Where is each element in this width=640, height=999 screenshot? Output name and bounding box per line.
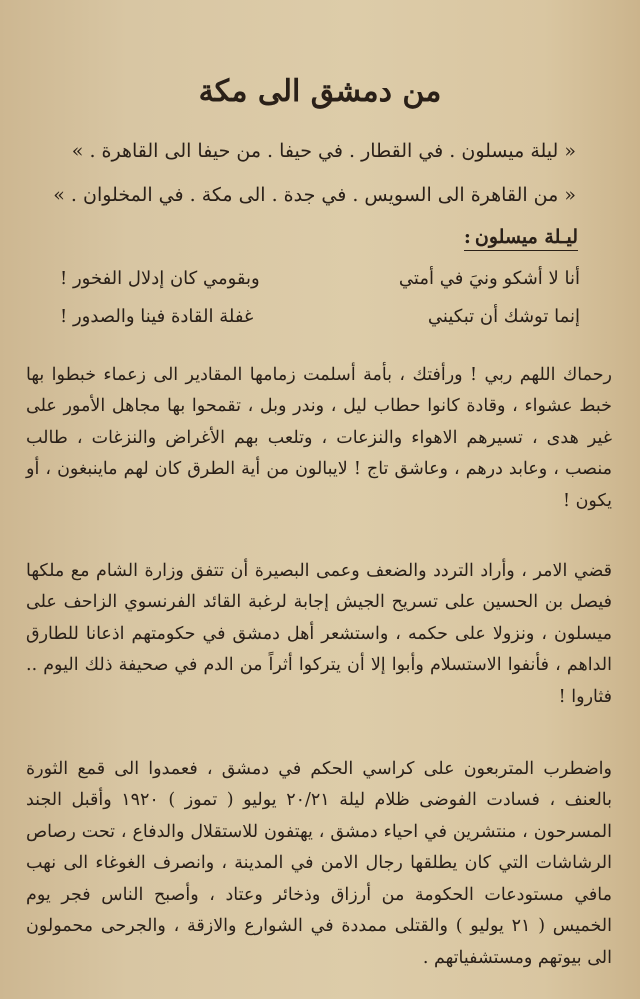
verse-second-hemistich: غفلة القادة فينا والصدور ! [60, 306, 254, 327]
verse-second-hemistich: وبقومي كان إدلال الفخور ! [60, 268, 260, 289]
page-title: من دمشق الى مكة [198, 74, 442, 109]
body-paragraph: واضطرب المتربعون على كراسي الحكم في دمشق ، فعمدوا الى قمع الثورة بالعنف ، فسادت الفوضى ظلام ليلة ٢٠/٢١ يوليو ( تموز ) ١٩٢٠ وأقبل الجند المسرحون ، منتشرين في احياء دمشق ، يهتفون للاستقلال والدفاع ، تحت رصاص الرشاشات التي كان يطلقها رجال الامن في المدينة ، وانصرف الغوغاء الى نهب مافي مستودعات الحكومة من أرزاق وذخائر وعتاد ، وأصبح الناس فجر يوم الخميس ( ٢١ يوليو ) والقتلى ممددة في الشوارع والازقة ، والجرحى محمولون الى بيوتهم ومستشفياتهم . [26, 758, 613, 968]
verse-first-hemistich: إنما توشك أن تبكيني [427, 306, 580, 327]
chapter-summary-line: « من القاهرة الى السويس . في جدة . الى مكة . في المخلوان . » [53, 184, 576, 206]
poem-verse [60, 268, 580, 289]
verse-first-hemistich: أنا لا أشكو ونيَ في أمتي [398, 268, 580, 289]
section-heading-text: ليـلة ميسلون [474, 226, 578, 248]
chapter-summary-line: « ليلة ميسلون . في القطار . في حيفا . من حيفا الى القاهرة . » [71, 140, 576, 162]
poem-verse [60, 306, 580, 327]
section-heading [464, 226, 578, 251]
body-paragraph: قضي الامر ، وأراد التردد والضعف وعمى البصيرة أن تتفق وزارة الشام مع ملكها فيصل بن الحسين على تسريح الجيش إجابة لرغبة القائد الفرنسوي الزاحف على ميسلون ، ونزولا على حكمه ، واستشعر أهل دمشق في حكومتهم اذعانا للطارق الداهم ، فأنفوا الاستسلام وأبوا إلا أن يتركوا أثراً من الدم في صحيفة ذلك اليوم .. فثاروا ! [26, 560, 612, 707]
body-paragraph: رحماك اللهم ربي ! ورأفتك ، بأمة أسلمت زمامها المقادير الى زعماء خبطوا بها خبط عشواء ، وقادة كانوا حطاب ليل ، وندر وبل ، تقمحوا بها مجاهل الأمور على غير هدى ، تسيرهم الاهواء والنزعات ، وتلعب بهم الأغراض والنزغات ، طالب منصب ، وعابد درهم ، وعاشق تاج ! لايبالون من أية الطرق كان لهم ماينبغون ، أو يكون ! [26, 364, 612, 511]
section-heading-colon: : [463, 226, 471, 248]
